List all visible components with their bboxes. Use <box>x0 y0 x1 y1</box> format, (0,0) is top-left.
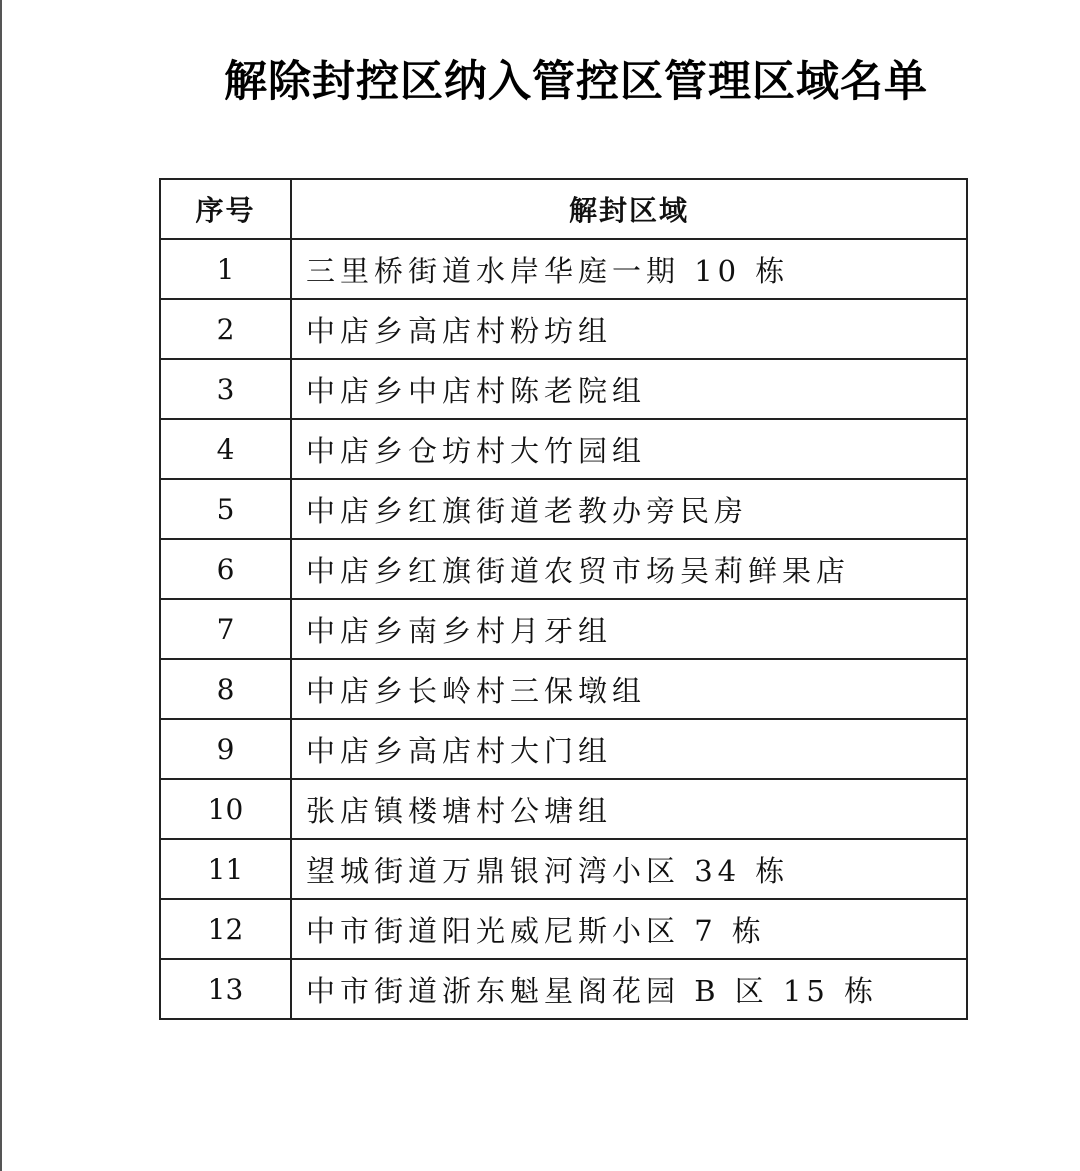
table-row <box>160 959 967 1019</box>
row-area: 中店乡高店村粉坊组 <box>291 299 967 359</box>
row-number: 13 <box>160 959 291 1019</box>
table-row <box>160 359 967 419</box>
row-number: 5 <box>160 479 291 539</box>
table-row <box>160 479 967 539</box>
row-number: 3 <box>160 359 291 419</box>
header-area: 解封区域 <box>291 179 967 239</box>
table-header-row <box>160 179 967 239</box>
row-area: 望城街道万鼎银河湾小区 34 栋 <box>291 839 967 899</box>
table-row <box>160 659 967 719</box>
area-list-table-container <box>159 178 966 1020</box>
row-number: 12 <box>160 899 291 959</box>
row-number: 1 <box>160 239 291 299</box>
table-row <box>160 899 967 959</box>
header-serial-number: 序号 <box>160 179 291 239</box>
row-number: 7 <box>160 599 291 659</box>
row-area: 三里桥街道水岸华庭一期 10 栋 <box>291 239 967 299</box>
document-title: 解除封控区纳入管控区管理区域名单 <box>224 57 928 107</box>
row-area: 中店乡仓坊村大竹园组 <box>291 419 967 479</box>
row-area: 中店乡中店村陈老院组 <box>291 359 967 419</box>
page-left-edge <box>0 0 2 1171</box>
table-row <box>160 539 967 599</box>
row-number: 10 <box>160 779 291 839</box>
row-area: 中店乡红旗街道老教办旁民房 <box>291 479 967 539</box>
table-row <box>160 299 967 359</box>
table-row <box>160 239 967 299</box>
row-number: 6 <box>160 539 291 599</box>
row-area: 中市街道浙东魁星阁花园 B 区 15 栋 <box>291 959 967 1019</box>
area-list-table <box>159 178 968 1020</box>
row-number: 9 <box>160 719 291 779</box>
row-area: 中店乡高店村大门组 <box>291 719 967 779</box>
table-row <box>160 719 967 779</box>
table-row <box>160 779 967 839</box>
row-number: 11 <box>160 839 291 899</box>
row-number: 2 <box>160 299 291 359</box>
row-area: 中市街道阳光威尼斯小区 7 栋 <box>291 899 967 959</box>
row-area: 中店乡南乡村月牙组 <box>291 599 967 659</box>
row-number: 8 <box>160 659 291 719</box>
row-area: 中店乡长岭村三保墩组 <box>291 659 967 719</box>
row-area: 张店镇楼塘村公塘组 <box>291 779 967 839</box>
table-row <box>160 419 967 479</box>
row-area: 中店乡红旗街道农贸市场吴莉鲜果店 <box>291 539 967 599</box>
table-row <box>160 599 967 659</box>
row-number: 4 <box>160 419 291 479</box>
table-row <box>160 839 967 899</box>
